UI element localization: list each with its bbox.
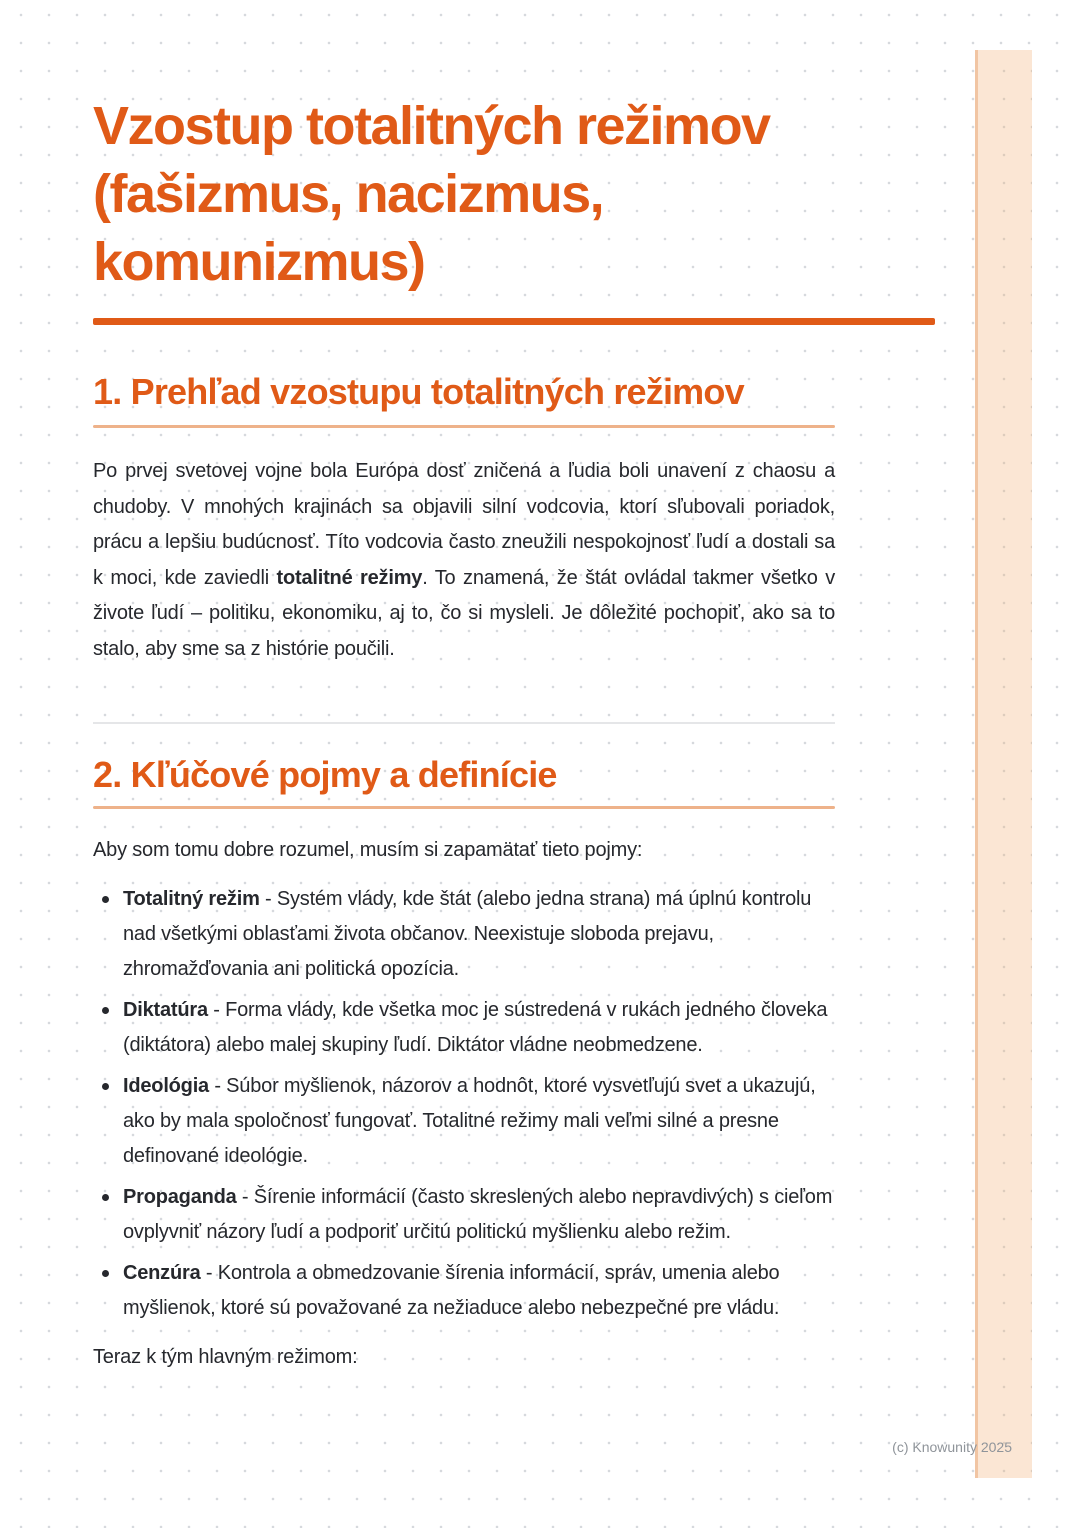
key-terms-intro: Aby som tomu dobre rozumel, musím si zapamätať tieto pojmy: <box>93 839 643 861</box>
term-item-totalitny-rezim <box>93 882 835 987</box>
term-definition: - Kontrola a obmedzovanie šírenia informácií, správ, umenia alebo myšlienok, ktoré sú považované za nežiaduce alebo nebezpečné pre vládu. <box>123 1261 780 1319</box>
document-content <box>93 0 835 1375</box>
page-title <box>93 92 835 296</box>
term-item-ideologia <box>93 1069 835 1174</box>
term-label: Cenzúra <box>123 1261 201 1284</box>
term-label: Ideológia <box>123 1074 209 1097</box>
section-divider <box>93 722 835 724</box>
term-item-cenzura <box>93 1256 835 1326</box>
term-definition: - Systém vlády, kde štát (alebo jedna strana) má úplnú kontrolu nad všetkými oblasťami života občanov. Neexistuje sloboda prejavu, zhromažďovania ani politická opozícia. <box>123 887 812 980</box>
section-2-heading: 2. Kľúčové pojmy a definície <box>93 754 557 795</box>
footer-copyright: (c) Knowunity 2025 <box>892 1439 1012 1455</box>
term-label: Diktatúra <box>123 998 208 1021</box>
term-item-propaganda <box>93 1180 835 1250</box>
term-definition: - Súbor myšlienok, názorov a hodnôt, ktoré vysvetľujú svet a ukazujú, ako by mala spoločnosť fungovať. Totalitné režimy mali veľmi silné a presne definované ideológie. <box>123 1074 816 1167</box>
title-divider-rule <box>93 318 935 325</box>
key-terms-list <box>93 882 835 1326</box>
term-definition: - Forma vlády, kde všetka moc je sústredená v rukách jedného človeka (diktátora) alebo malej skupiny ľudí. Diktátor vládne neobmedzene. <box>123 998 828 1056</box>
section-1-paragraph: Po prvej svetovej vojne bola Európa dosť zničená a ľudia boli unavení z chaosu a chudoby. V mnohých krajinách sa objavili silní vodcovia, ktorí sľubovali poriadok, prácu a lepšiu budúcnosť. Títo vodcovia často zneužili nespokojnosť ľudí a dostali sa k moci, kde zaviedli totalitné režimy. To znamená, že štát ovládal takmer všetko v živote ľudí – politiku, ekonomiku, aj to, čo si mysleli. Je dôležité pochopiť, ako sa to stalo, aby sme sa z histórie poučili. <box>93 460 835 660</box>
page-title-line-2: (fašizmus, nacizmus, <box>93 164 604 224</box>
term-label: Propaganda <box>123 1185 237 1208</box>
section-2-heading-underline <box>93 806 835 809</box>
decorative-side-stripe <box>975 50 1032 1478</box>
section-outro: Teraz k tým hlavným režimom: <box>93 1345 358 1368</box>
section-1-heading: 1. Prehľad vzostupu totalitných režimov <box>93 371 744 412</box>
term-item-diktatura <box>93 993 835 1063</box>
page-title-line-3: komunizmus) <box>93 232 425 292</box>
page-title-line-1: Vzostup totalitných režimov <box>93 96 770 156</box>
term-definition: - Šírenie informácií (často skreslených alebo nepravdivých) s cieľom ovplyvniť názory ľudí a podporiť určitú politickú myšlienku alebo režim. <box>123 1185 833 1243</box>
term-label: Totalitný režim <box>123 887 260 910</box>
section-1-heading-underline <box>93 425 835 428</box>
